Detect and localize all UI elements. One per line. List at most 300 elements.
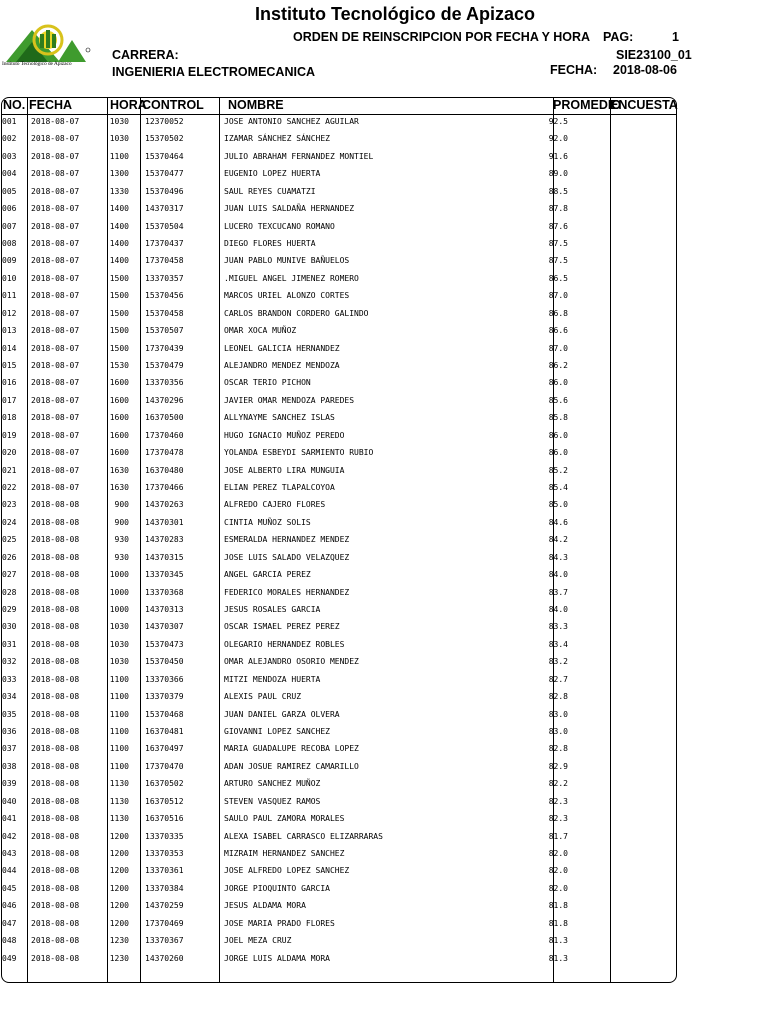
cell-hora: 1130 — [109, 814, 129, 824]
cell-control: 15370502 — [145, 134, 184, 144]
fecha-value: 2018-08-06 — [613, 63, 677, 77]
table-row — [0, 238, 680, 255]
cell-no: 022 — [2, 483, 17, 493]
cell-hora: 1400 — [109, 204, 129, 214]
cell-hora: 1330 — [109, 186, 129, 196]
cell-hora: 1030 — [109, 134, 129, 144]
page-number: 1 — [672, 30, 679, 44]
table-row — [0, 778, 680, 795]
cell-hora: 900 — [114, 500, 129, 510]
cell-control: 16370516 — [145, 814, 184, 824]
cell-nombre: ALEJANDRO MENDEZ MENDOZA — [224, 361, 340, 371]
table-row — [0, 308, 680, 325]
cell-promedio: 87.0 — [548, 343, 568, 353]
cell-fecha: 2018-08-07 — [31, 221, 80, 231]
table-row — [0, 133, 680, 150]
cell-no: 019 — [2, 430, 17, 440]
cell-control: 15370496 — [145, 186, 184, 196]
column-header-nombre: NOMBRE — [228, 98, 284, 112]
cell-control: 14370301 — [145, 517, 184, 527]
table-row — [0, 552, 680, 569]
cell-no: 017 — [2, 395, 17, 405]
cell-hora: 1100 — [109, 727, 129, 737]
table-row — [0, 343, 680, 360]
cell-no: 039 — [2, 779, 17, 789]
cell-promedio: 89.0 — [548, 169, 568, 179]
cell-no: 044 — [2, 866, 17, 876]
cell-promedio: 85.0 — [548, 500, 568, 510]
cell-nombre: JESUS ROSALES GARCIA — [224, 605, 321, 615]
cell-promedio: 87.8 — [548, 204, 568, 214]
cell-promedio: 85.6 — [548, 395, 568, 405]
cell-control: 13370345 — [145, 570, 184, 580]
table-row — [0, 534, 680, 551]
cell-control: 14370317 — [145, 204, 184, 214]
cell-nombre: JOSE LUIS SALADO VELAZQUEZ — [224, 552, 350, 562]
cell-promedio: 82.9 — [548, 761, 568, 771]
cell-no: 048 — [2, 936, 17, 946]
cell-hora: 1600 — [109, 378, 129, 388]
cell-nombre: JAVIER OMAR MENDOZA PAREDES — [224, 395, 355, 405]
cell-nombre: YOLANDA ESBEYDI SARMIENTO RUBIO — [224, 448, 374, 458]
cell-no: 034 — [2, 692, 17, 702]
cell-no: 025 — [2, 535, 17, 545]
cell-promedio: 83.4 — [548, 639, 568, 649]
cell-no: 029 — [2, 605, 17, 615]
cell-hora: 1600 — [109, 448, 129, 458]
cell-hora: 1200 — [109, 831, 129, 841]
cell-no: 038 — [2, 761, 17, 771]
cell-no: 024 — [2, 517, 17, 527]
cell-nombre: MARCOS URIEL ALONZO CORTES — [224, 291, 350, 301]
table-row — [0, 499, 680, 516]
cell-nombre: JOSE MARIA PRADO FLORES — [224, 918, 335, 928]
cell-control: 15370464 — [145, 151, 184, 161]
cell-hora: 1000 — [109, 587, 129, 597]
cell-promedio: 82.8 — [548, 744, 568, 754]
table-row — [0, 203, 680, 220]
cell-control: 17370466 — [145, 483, 184, 493]
cell-nombre: HUGO IGNACIO MUÑOZ PEREDO — [224, 430, 345, 440]
cell-promedio: 82.0 — [548, 866, 568, 876]
cell-nombre: OMAR ALEJANDRO OSORIO MENDEZ — [224, 657, 359, 667]
cell-hora: 1630 — [109, 483, 129, 493]
table-row — [0, 674, 680, 691]
cell-promedio: 86.0 — [548, 378, 568, 388]
cell-no: 028 — [2, 587, 17, 597]
cell-nombre: JULIO ABRAHAM FERNANDEZ MONTIEL — [224, 151, 374, 161]
cell-hora: 1000 — [109, 570, 129, 580]
table-row — [0, 325, 680, 342]
cell-promedio: 81.3 — [548, 936, 568, 946]
cell-hora: 1130 — [109, 779, 129, 789]
column-header-hora: HORA — [110, 98, 147, 112]
cell-no: 021 — [2, 465, 17, 475]
cell-promedio: 86.0 — [548, 448, 568, 458]
cell-control: 13370368 — [145, 587, 184, 597]
cell-nombre: CARLOS BRANDON CORDERO GALINDO — [224, 308, 369, 318]
table-row — [0, 377, 680, 394]
table-row — [0, 221, 680, 238]
cell-no: 020 — [2, 448, 17, 458]
cell-control: 13370353 — [145, 849, 184, 859]
table-row — [0, 395, 680, 412]
cell-fecha: 2018-08-08 — [31, 500, 80, 510]
cell-fecha: 2018-08-08 — [31, 814, 80, 824]
cell-hora: 1100 — [109, 744, 129, 754]
cell-promedio: 82.0 — [548, 849, 568, 859]
table-row — [0, 639, 680, 656]
cell-nombre: JUAN LUIS SALDAÑA HERNANDEZ — [224, 204, 355, 214]
cell-fecha: 2018-08-08 — [31, 796, 80, 806]
report-title: ORDEN DE REINSCRIPCION POR FECHA Y HORA — [293, 30, 591, 44]
table-row — [0, 447, 680, 464]
table-row — [0, 604, 680, 621]
cell-hora: 900 — [114, 517, 129, 527]
cell-promedio: 87.5 — [548, 256, 568, 266]
cell-hora: 1200 — [109, 918, 129, 928]
cell-promedio: 92.0 — [548, 134, 568, 144]
cell-control: 14370315 — [145, 552, 184, 562]
cell-promedio: 85.2 — [548, 465, 568, 475]
cell-fecha: 2018-08-07 — [31, 483, 80, 493]
cell-no: 040 — [2, 796, 17, 806]
cell-no: 047 — [2, 918, 17, 928]
cell-control: 13370361 — [145, 866, 184, 876]
cell-no: 015 — [2, 361, 17, 371]
cell-hora: 930 — [114, 552, 129, 562]
cell-hora: 1000 — [109, 605, 129, 615]
cell-hora: 1500 — [109, 326, 129, 336]
cell-no: 004 — [2, 169, 17, 179]
cell-promedio: 92.5 — [548, 117, 568, 126]
cell-fecha: 2018-08-07 — [31, 134, 80, 144]
cell-nombre: JOEL MEZA CRUZ — [224, 936, 292, 946]
cell-control: 16370502 — [145, 779, 184, 789]
cell-hora: 1400 — [109, 256, 129, 266]
cell-fecha: 2018-08-08 — [31, 901, 80, 911]
cell-hora: 1500 — [109, 273, 129, 283]
cell-nombre: DIEGO FLORES HUERTA — [224, 239, 316, 248]
cell-fecha: 2018-08-07 — [31, 378, 80, 388]
column-header-control: CONTROL — [142, 98, 204, 112]
table-row — [0, 883, 680, 900]
cell-hora: 1400 — [109, 221, 129, 231]
cell-control: 14370313 — [145, 605, 184, 615]
cell-hora: 1300 — [109, 169, 129, 179]
cell-no: 006 — [2, 204, 17, 214]
cell-no: 005 — [2, 186, 17, 196]
cell-nombre: ELIAN PEREZ TLAPALCOYOA — [224, 483, 335, 493]
cell-fecha: 2018-08-08 — [31, 535, 80, 545]
cell-hora: 1600 — [109, 413, 129, 423]
cell-no: 008 — [2, 239, 17, 248]
cell-nombre: ALEXIS PAUL CRUZ — [224, 692, 302, 702]
cell-promedio: 82.8 — [548, 692, 568, 702]
table-row — [0, 430, 680, 447]
cell-promedio: 83.0 — [548, 727, 568, 737]
cell-fecha: 2018-08-08 — [31, 587, 80, 597]
cell-nombre: .MIGUEL ANGEL JIMENEZ ROMERO — [224, 273, 359, 283]
cell-no: 007 — [2, 221, 17, 231]
cell-promedio: 83.7 — [548, 587, 568, 597]
cell-control: 13370357 — [145, 273, 184, 283]
carrera-label: CARRERA: — [112, 48, 179, 62]
table-row — [0, 709, 680, 726]
cell-hora: 1530 — [109, 361, 129, 371]
cell-no: 011 — [2, 291, 17, 301]
cell-no: 046 — [2, 901, 17, 911]
cell-nombre: GIOVANNI LOPEZ SANCHEZ — [224, 727, 330, 737]
cell-no: 016 — [2, 378, 17, 388]
cell-promedio: 82.3 — [548, 796, 568, 806]
table-row — [0, 726, 680, 743]
cell-promedio: 84.0 — [548, 570, 568, 580]
cell-hora: 1200 — [109, 866, 129, 876]
table-row — [0, 151, 680, 168]
cell-nombre: LEONEL GALICIA HERNANDEZ — [224, 343, 340, 353]
table-row — [0, 900, 680, 917]
cell-fecha: 2018-08-08 — [31, 674, 80, 684]
cell-fecha: 2018-08-08 — [31, 779, 80, 789]
cell-hora: 1100 — [109, 692, 129, 702]
cell-hora: 1630 — [109, 465, 129, 475]
cell-fecha: 2018-08-07 — [31, 395, 80, 405]
cell-fecha: 2018-08-07 — [31, 361, 80, 371]
table-row — [0, 186, 680, 203]
cell-hora: 1600 — [109, 395, 129, 405]
cell-control: 17370437 — [145, 239, 184, 248]
cell-fecha: 2018-08-07 — [31, 291, 80, 301]
cell-promedio: 91.6 — [548, 151, 568, 161]
cell-hora: 1100 — [109, 674, 129, 684]
table-row — [0, 761, 680, 778]
cell-fecha: 2018-08-07 — [31, 239, 80, 248]
cell-fecha: 2018-08-07 — [31, 343, 80, 353]
cell-hora: 1230 — [109, 953, 129, 963]
cell-nombre: JOSE ALBERTO LIRA MUNGUIA — [224, 465, 345, 475]
cell-nombre: MIZRAIM HERNANDEZ SANCHEZ — [224, 849, 345, 859]
report-code: SIE23100_01 — [616, 48, 692, 62]
cell-nombre: IZAMAR SÁNCHEZ SÁNCHEZ — [224, 134, 330, 144]
cell-control: 14370259 — [145, 901, 184, 911]
cell-promedio: 82.0 — [548, 883, 568, 893]
cell-hora: 1100 — [109, 709, 129, 719]
cell-no: 036 — [2, 727, 17, 737]
cell-hora: 1100 — [109, 151, 129, 161]
cell-promedio: 83.2 — [548, 657, 568, 667]
cell-fecha: 2018-08-08 — [31, 727, 80, 737]
cell-no: 026 — [2, 552, 17, 562]
cell-nombre: FEDERICO MORALES HERNANDEZ — [224, 587, 350, 597]
cell-nombre: SAULO PAUL ZAMORA MORALES — [224, 814, 345, 824]
cell-no: 010 — [2, 273, 17, 283]
cell-promedio: 86.2 — [548, 361, 568, 371]
cell-control: 13370356 — [145, 378, 184, 388]
cell-control: 14370283 — [145, 535, 184, 545]
cell-control: 15370507 — [145, 326, 184, 336]
cell-hora: 1030 — [109, 622, 129, 632]
cell-no: 041 — [2, 814, 17, 824]
cell-fecha: 2018-08-07 — [31, 430, 80, 440]
cell-control: 15370456 — [145, 291, 184, 301]
cell-nombre: ALFREDO CAJERO FLORES — [224, 500, 326, 510]
cell-fecha: 2018-08-08 — [31, 866, 80, 876]
cell-nombre: EUGENIO LOPEZ HUERTA — [224, 169, 321, 179]
cell-fecha: 2018-08-07 — [31, 448, 80, 458]
cell-control: 15370479 — [145, 361, 184, 371]
cell-hora: 1130 — [109, 796, 129, 806]
cell-hora: 1600 — [109, 430, 129, 440]
cell-nombre: JESUS ALDAMA MORA — [224, 901, 306, 911]
cell-no: 037 — [2, 744, 17, 754]
cell-nombre: JORGE LUIS ALDAMA MORA — [224, 953, 330, 963]
cell-promedio: 86.0 — [548, 430, 568, 440]
cell-hora: 1500 — [109, 308, 129, 318]
cell-no: 033 — [2, 674, 17, 684]
cell-control: 17370469 — [145, 918, 184, 928]
cell-promedio: 88.5 — [548, 186, 568, 196]
cell-promedio: 82.3 — [548, 814, 568, 824]
cell-promedio: 87.6 — [548, 221, 568, 231]
cell-nombre: CINTIA MUÑOZ SOLIS — [224, 517, 311, 527]
cell-nombre: ANGEL GARCIA PEREZ — [224, 570, 311, 580]
cell-control: 14370263 — [145, 500, 184, 510]
cell-fecha: 2018-08-08 — [31, 552, 80, 562]
cell-nombre: STEVEN VASQUEZ RAMOS — [224, 796, 321, 806]
cell-no: 027 — [2, 570, 17, 580]
cell-no: 042 — [2, 831, 17, 841]
cell-no: 043 — [2, 849, 17, 859]
cell-hora: 1030 — [109, 657, 129, 667]
cell-nombre: ADAN JOSUE RAMIREZ CAMARILLO — [224, 761, 359, 771]
cell-control: 13370366 — [145, 674, 184, 684]
cell-no: 023 — [2, 500, 17, 510]
cell-no: 002 — [2, 134, 17, 144]
table-row — [0, 465, 680, 482]
cell-nombre: OSCAR ISMAEL PEREZ PEREZ — [224, 622, 340, 632]
cell-hora: 1030 — [109, 639, 129, 649]
cell-fecha: 2018-08-07 — [31, 151, 80, 161]
cell-fecha: 2018-08-08 — [31, 622, 80, 632]
cell-nombre: JOSE ANTONIO SANCHEZ AGUILAR — [224, 117, 359, 126]
cell-control: 16370500 — [145, 413, 184, 423]
cell-promedio: 82.2 — [548, 779, 568, 789]
cell-fecha: 2018-08-08 — [31, 605, 80, 615]
cell-nombre: OMAR XOCA MUÑOZ — [224, 326, 297, 336]
cell-promedio: 83.0 — [548, 709, 568, 719]
logo-caption: Instituto Tecnológico de Apizaco — [2, 61, 72, 67]
cell-promedio: 84.2 — [548, 535, 568, 545]
cell-fecha: 2018-08-08 — [31, 953, 80, 963]
cell-fecha: 2018-08-08 — [31, 918, 80, 928]
cell-fecha: 2018-08-07 — [31, 273, 80, 283]
cell-promedio: 83.3 — [548, 622, 568, 632]
cell-fecha: 2018-08-07 — [31, 413, 80, 423]
table-row — [0, 517, 680, 534]
cell-fecha: 2018-08-07 — [31, 308, 80, 318]
table-row — [0, 569, 680, 586]
cell-nombre: LUCERO TEXCUCANO ROMANO — [224, 221, 335, 231]
cell-hora: 1500 — [109, 343, 129, 353]
cell-nombre: JORGE PIOQUINTO GARCIA — [224, 883, 330, 893]
cell-control: 17370478 — [145, 448, 184, 458]
cell-control: 14370296 — [145, 395, 184, 405]
cell-fecha: 2018-08-08 — [31, 639, 80, 649]
cell-nombre: OLEGARIO HERNANDEZ ROBLES — [224, 639, 345, 649]
cell-hora: 1030 — [109, 117, 129, 126]
cell-no: 031 — [2, 639, 17, 649]
table-row — [0, 796, 680, 813]
table-row — [0, 116, 680, 133]
cell-hora: 1230 — [109, 936, 129, 946]
cell-control: 16370480 — [145, 465, 184, 475]
cell-promedio: 84.3 — [548, 552, 568, 562]
table-row — [0, 743, 680, 760]
cell-promedio: 87.5 — [548, 239, 568, 248]
table-row — [0, 656, 680, 673]
cell-fecha: 2018-08-07 — [31, 169, 80, 179]
cell-promedio: 84.6 — [548, 517, 568, 527]
cell-nombre: JOSE ALFREDO LOPEZ SANCHEZ — [224, 866, 350, 876]
cell-promedio: 85.4 — [548, 483, 568, 493]
cell-fecha: 2018-08-07 — [31, 465, 80, 475]
cell-control: 15370450 — [145, 657, 184, 667]
cell-control: 17370470 — [145, 761, 184, 771]
cell-control: 15370504 — [145, 221, 184, 231]
column-header-encuesta: ENCUESTA — [610, 98, 678, 112]
table-row — [0, 865, 680, 882]
table-row — [0, 290, 680, 307]
cell-control: 12370052 — [145, 117, 184, 126]
cell-nombre: OSCAR TERIO PICHON — [224, 378, 311, 388]
cell-fecha: 2018-08-07 — [31, 326, 80, 336]
header-divider — [1, 114, 677, 115]
cell-hora: 1500 — [109, 291, 129, 301]
cell-control: 14370260 — [145, 953, 184, 963]
cell-no: 009 — [2, 256, 17, 266]
cell-no: 003 — [2, 151, 17, 161]
cell-fecha: 2018-08-07 — [31, 256, 80, 266]
column-header-promedio: PROMEDIO — [553, 98, 622, 112]
table-row — [0, 482, 680, 499]
fecha-label: FECHA: — [550, 63, 598, 77]
cell-control: 17370458 — [145, 256, 184, 266]
cell-no: 001 — [2, 117, 17, 126]
cell-promedio: 84.0 — [548, 605, 568, 615]
cell-promedio: 81.7 — [548, 831, 568, 841]
table-row — [0, 621, 680, 638]
page-label: PAG: — [603, 30, 634, 44]
table-row — [0, 273, 680, 290]
table-row — [0, 953, 680, 970]
cell-fecha: 2018-08-08 — [31, 692, 80, 702]
cell-nombre: JUAN PABLO MUNIVE BAÑUELOS — [224, 256, 350, 266]
cell-control: 14370307 — [145, 622, 184, 632]
cell-control: 16370512 — [145, 796, 184, 806]
cell-nombre: MITZI MENDOZA HUERTA — [224, 674, 321, 684]
table-row — [0, 168, 680, 185]
cell-promedio: 86.5 — [548, 273, 568, 283]
cell-nombre: MARIA GUADALUPE RECOBA LOPEZ — [224, 744, 359, 754]
cell-fecha: 2018-08-08 — [31, 657, 80, 667]
cell-no: 045 — [2, 883, 17, 893]
table-row — [0, 691, 680, 708]
cell-fecha: 2018-08-08 — [31, 744, 80, 754]
cell-hora: 1100 — [109, 761, 129, 771]
cell-fecha: 2018-08-08 — [31, 517, 80, 527]
cell-no: 013 — [2, 326, 17, 336]
